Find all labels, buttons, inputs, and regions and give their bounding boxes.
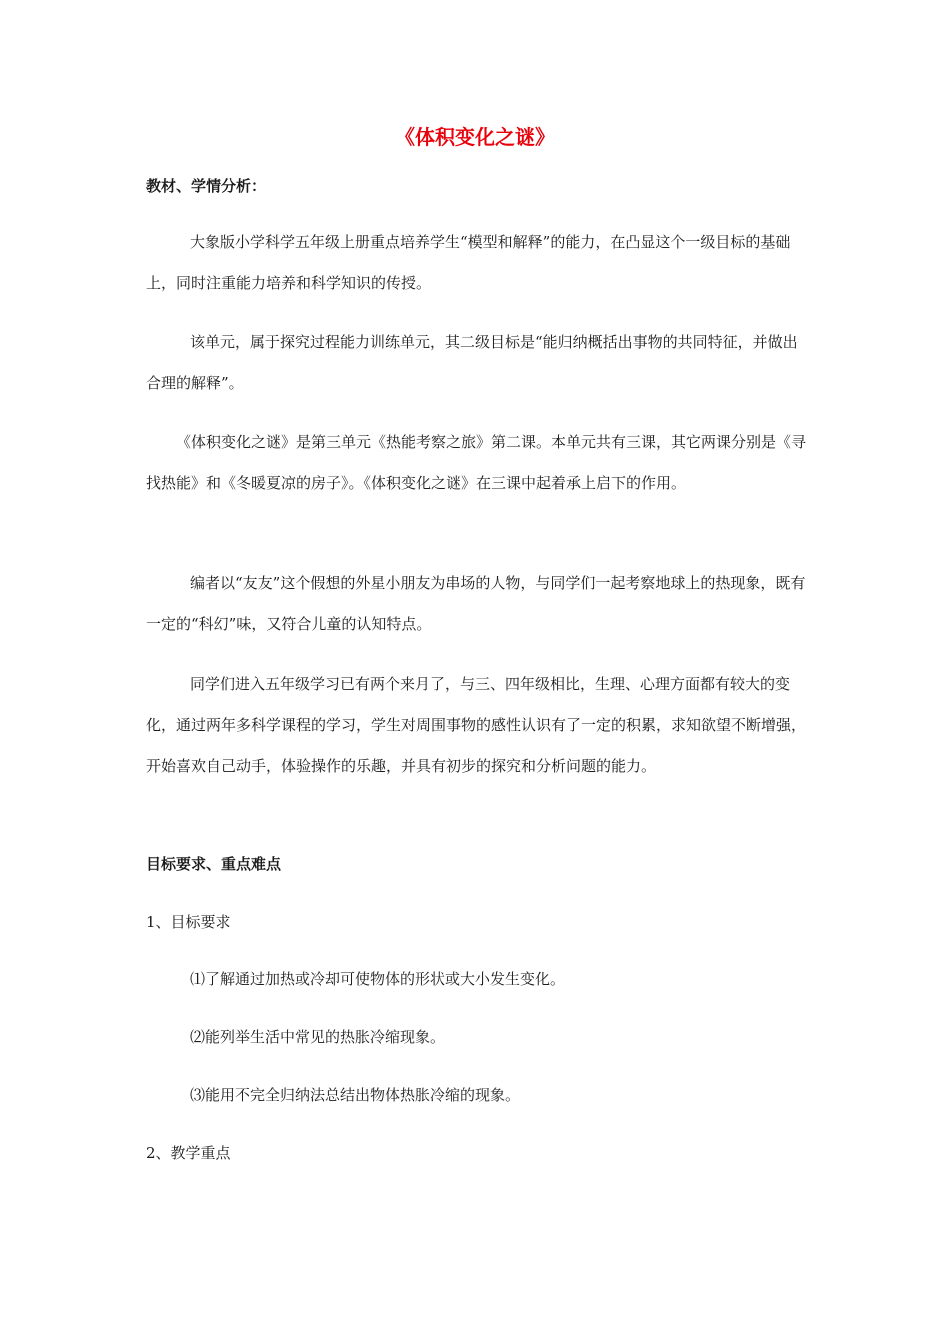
section-heading-goals: 目标要求、重点难点 [146,855,282,873]
list-item-key-points: 2、教学重点 [146,1144,231,1162]
paragraph-3: 《体积变化之谜》是第三单元《热能考察之旅》第二课。本单元共有三课，其它两课分别是《寻找热能》和《冬暖夏凉的房子》。《体积变化之谜》在三课中起着承上启下的作用。 [146,433,807,492]
goal-item-2: ⑵能列举生活中常见的热胀冷缩现象。 [190,1028,446,1046]
goal-item-1: ⑴了解通过加热或冷却可使物体的形状或大小发生变化。 [190,970,566,988]
paragraph-4: 编者以“友友”这个假想的外星小朋友为串场的人物，与同学们一起考察地球上的热现象，既有一定的“科幻”味，又符合儿童的认知特点。 [146,574,806,633]
paragraph-1: 大象版小学科学五年级上册重点培养学生“模型和解释”的能力，在凸显这个一级目标的基础上，同时注重能力培养和科学知识的传授。 [146,233,791,292]
paragraph-2: 该单元，属于探究过程能力训练单元，其二级目标是“能归纳概括出事物的共同特征，并做出合理的解释”。 [146,333,798,392]
goal-item-3: ⑶能用不完全归纳法总结出物体热胀冷缩的现象。 [190,1086,521,1104]
list-item-goals: 1、目标要求 [146,913,231,931]
section-heading-analysis: 教材、学情分析： [146,177,267,195]
document-title: 《体积变化之谜》 [395,125,555,149]
paragraph-5: 同学们进入五年级学习已有两个来月了，与三、四年级相比，生理、心理方面都有较大的变化，通过两年多科学课程的学习，学生对周围事物的感性认识有了一定的积累，求知欲望不断增强，开始喜欢自己动手，体验操作的乐趣，并具有初步的探究和分析问题的能力。 [146,675,807,775]
